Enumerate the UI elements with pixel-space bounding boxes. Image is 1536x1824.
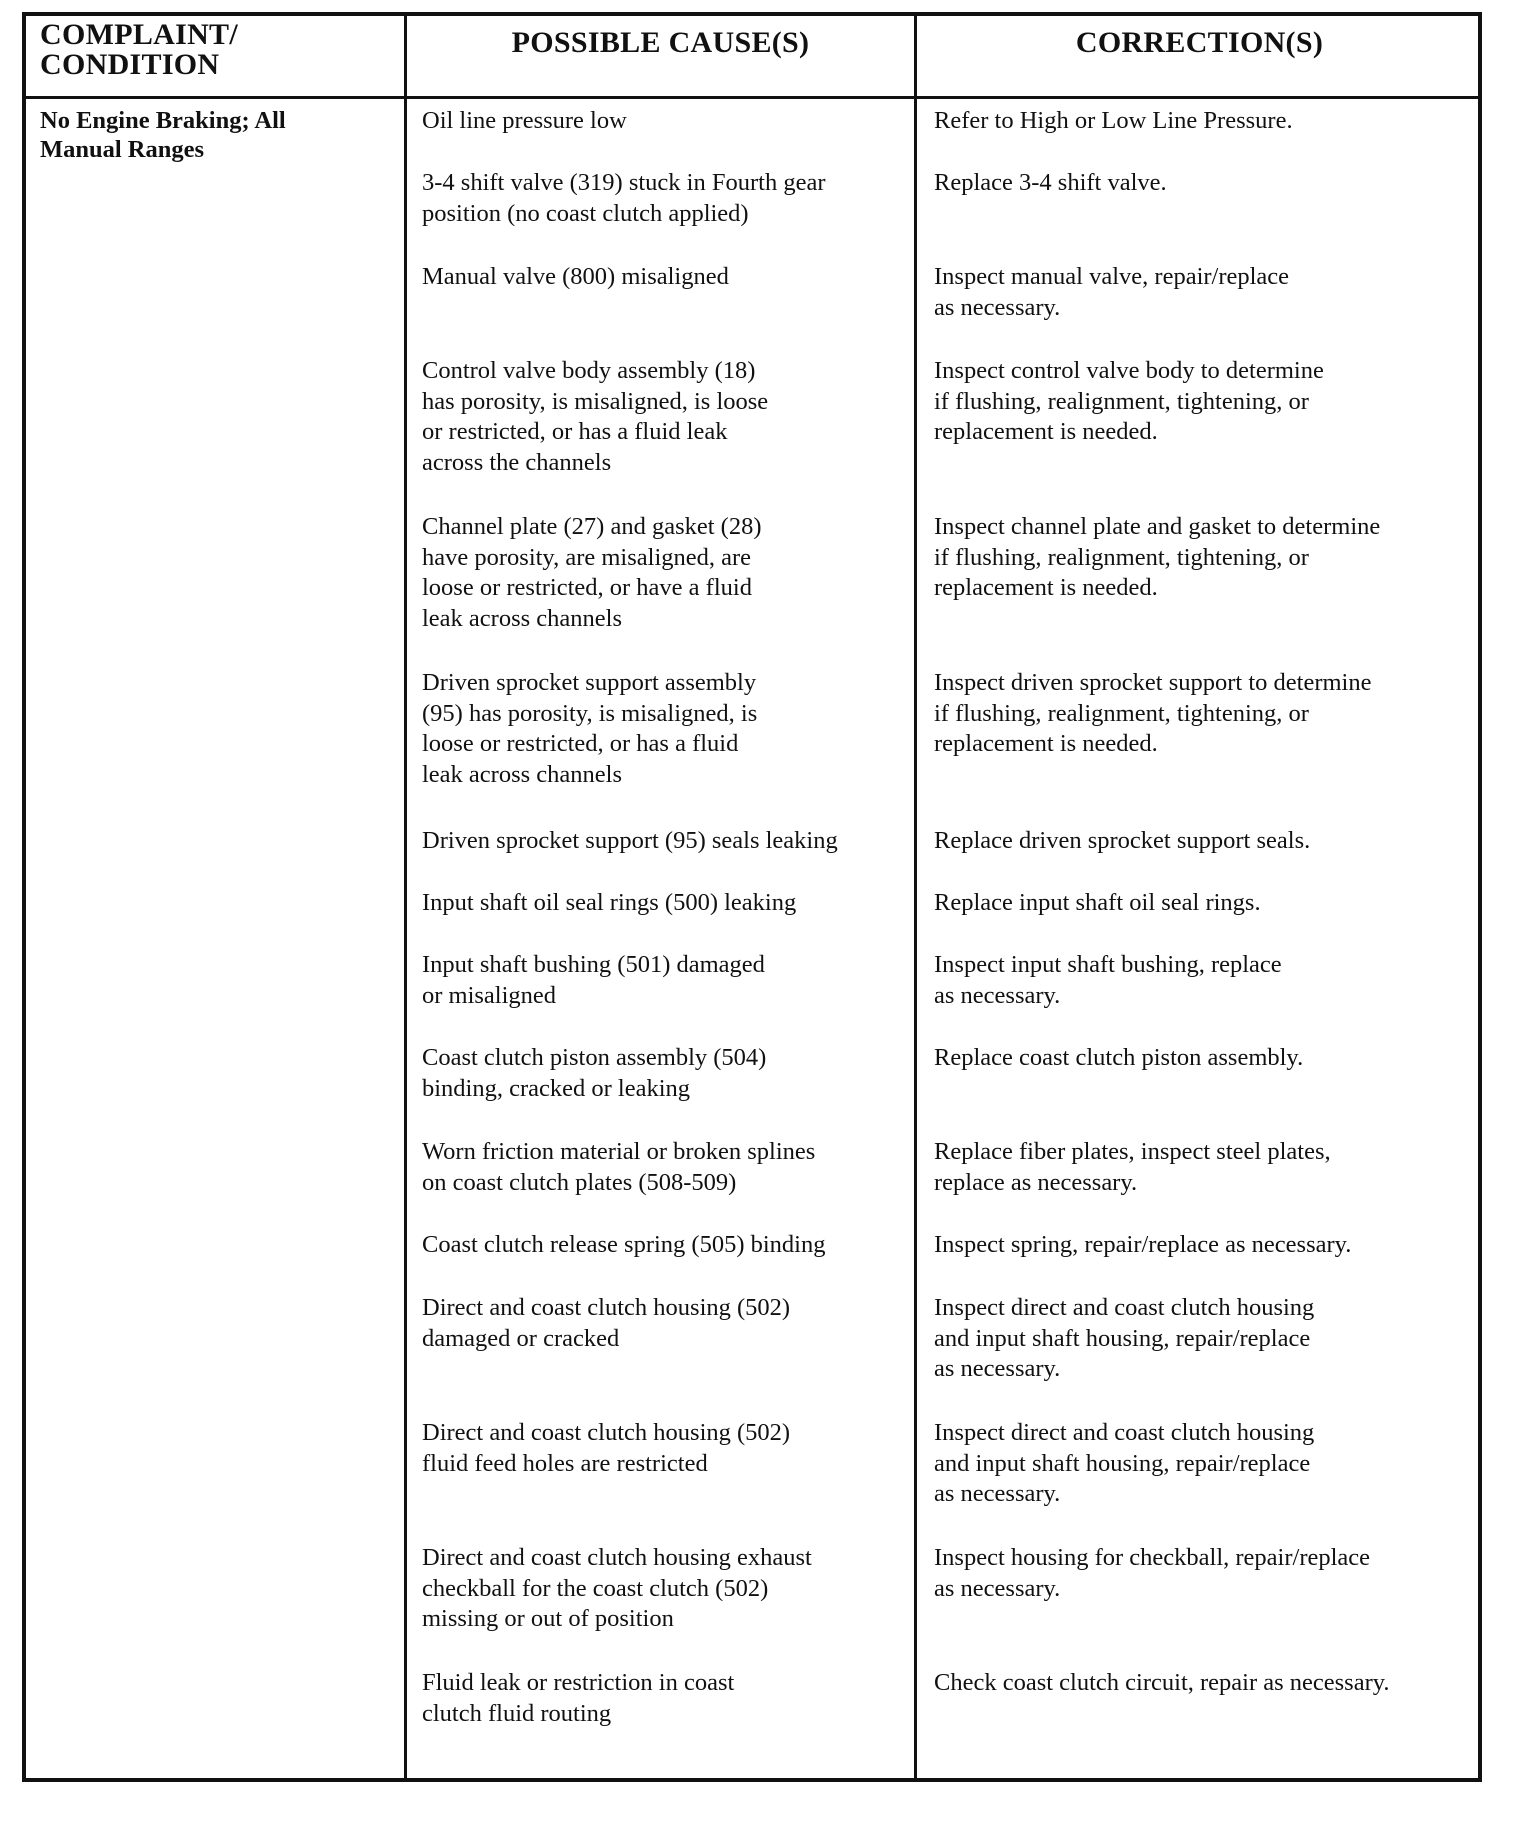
correction-cell: Refer to High or Low Line Pressure. (934, 107, 1293, 134)
correction-cell: Replace fiber plates, inspect steel plates, replace as necessary. (934, 1138, 1331, 1196)
correction-cell: Inspect channel plate and gasket to determine if flushing, realignment, tightening, or replacement is needed. (934, 513, 1381, 601)
cause-cell: Direct and coast clutch housing (502) damaged or cracked (422, 1294, 791, 1352)
correction-cell: Inspect manual valve, repair/replace as necessary. (934, 263, 1290, 321)
table-rows (26, 16, 1478, 1778)
correction-cell: Replace input shaft oil seal rings. (934, 889, 1261, 916)
correction-cell: Replace 3-4 shift valve. (934, 169, 1167, 196)
cause-cell: Driven sprocket support (95) seals leaking (422, 827, 838, 854)
correction-cell: Inspect housing for checkball, repair/replace as necessary. (934, 1544, 1371, 1602)
condition-text: No Engine Braking; All Manual Ranges (40, 107, 286, 163)
correction-cell: Replace coast clutch piston assembly. (934, 1044, 1304, 1071)
cause-cell: Driven sprocket support assembly (95) has porosity, is misaligned, is loose or restricted, or has a fluid leak across channels (422, 669, 758, 788)
cause-cell: Coast clutch piston assembly (504) binding, cracked or leaking (422, 1044, 767, 1102)
header-corrections: CORRECTION(S) (1075, 26, 1324, 59)
correction-cell: Check coast clutch circuit, repair as necessary. (934, 1669, 1390, 1696)
cause-cell: Fluid leak or restriction in coast clutch fluid routing (422, 1669, 735, 1727)
cause-cell: Input shaft bushing (501) damaged or misaligned (422, 951, 765, 1009)
cause-cell: Input shaft oil seal rings (500) leaking (422, 889, 797, 916)
cause-cell: Worn friction material or broken splines on coast clutch plates (508-509) (422, 1138, 816, 1196)
cause-cell: 3-4 shift valve (319) stuck in Fourth gear position (no coast clutch applied) (422, 169, 826, 227)
cause-cell: Direct and coast clutch housing (502) fluid feed holes are restricted (422, 1419, 791, 1477)
cause-cell: Manual valve (800) misaligned (422, 263, 729, 290)
correction-cell: Inspect direct and coast clutch housing and input shaft housing, repair/replace as necessary. (934, 1294, 1315, 1382)
cause-cell: Coast clutch release spring (505) binding (422, 1231, 826, 1258)
correction-cell: Replace driven sprocket support seals. (934, 827, 1311, 854)
header-possible-causes: POSSIBLE CAUSE(S) (511, 26, 810, 59)
correction-cell: Inspect direct and coast clutch housing and input shaft housing, repair/replace as necessary. (934, 1419, 1315, 1507)
correction-cell: Inspect spring, repair/replace as necessary. (934, 1231, 1352, 1258)
header-complaint: COMPLAINT/ CONDITION (40, 18, 238, 81)
cause-cell: Channel plate (27) and gasket (28) have porosity, are misaligned, are loose or restricted, or have a fluid leak across channels (422, 513, 762, 632)
correction-cell: Inspect control valve body to determine if flushing, realignment, tightening, or replacement is needed. (934, 357, 1324, 445)
troubleshooting-table (22, 12, 1482, 1782)
correction-cell: Inspect driven sprocket support to determine if flushing, realignment, tightening, or replacement is needed. (934, 669, 1372, 757)
correction-cell: Inspect input shaft bushing, replace as necessary. (934, 951, 1282, 1009)
cause-cell: Oil line pressure low (422, 107, 627, 134)
cause-cell: Direct and coast clutch housing exhaust checkball for the coast clutch (502) missing or out of position (422, 1544, 812, 1632)
cause-cell: Control valve body assembly (18) has porosity, is misaligned, is loose or restricted, or has a fluid leak across the channels (422, 357, 769, 476)
